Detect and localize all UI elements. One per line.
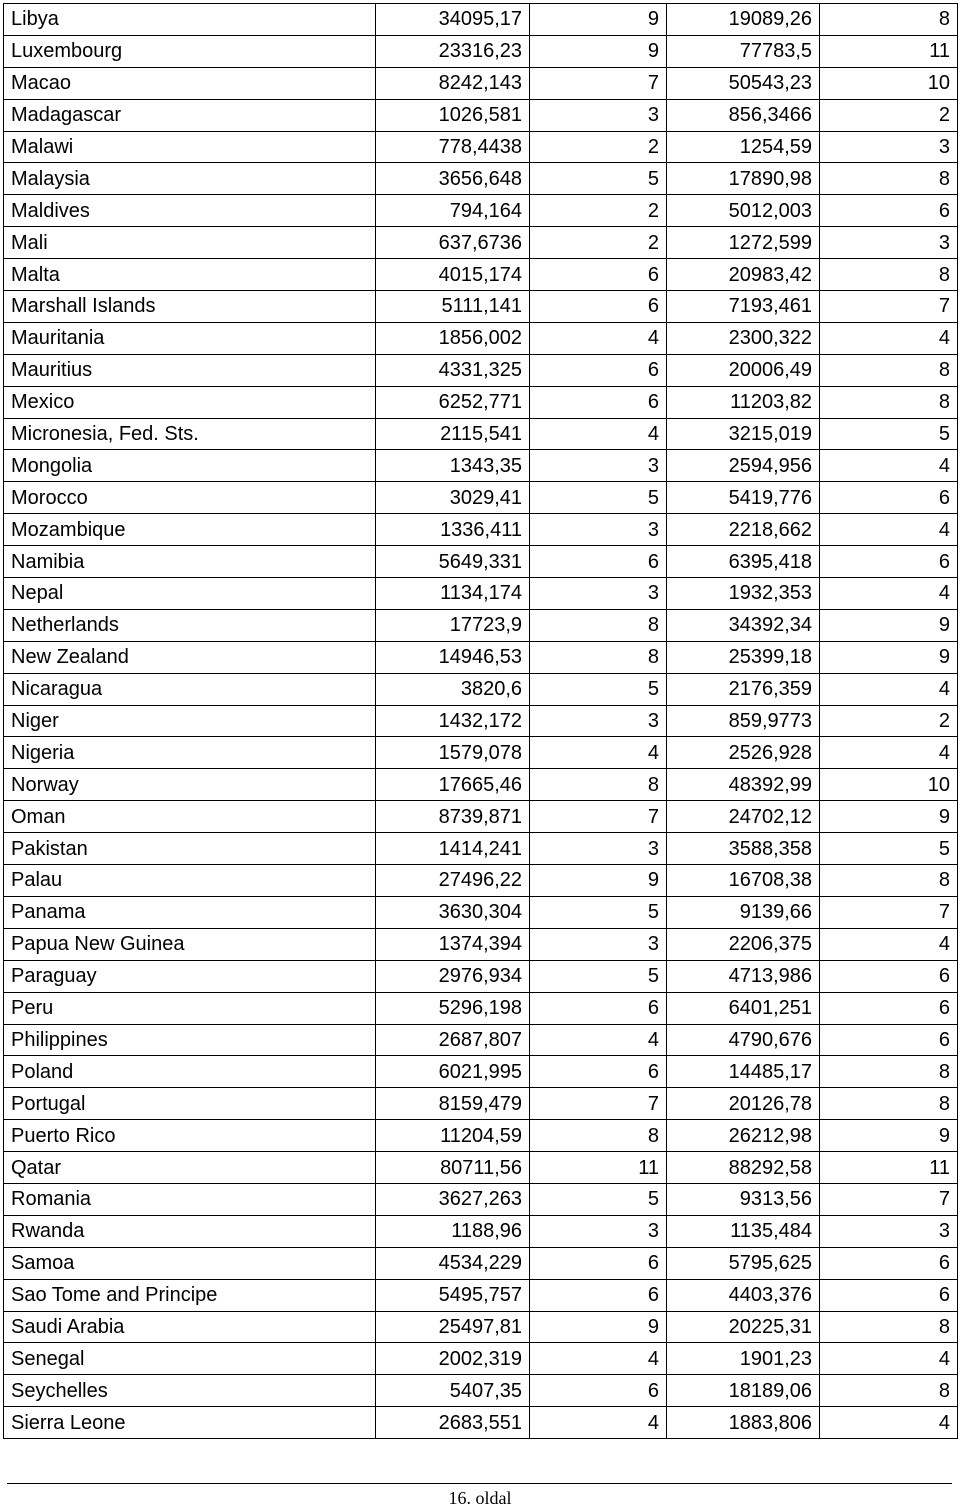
value-1-cell: 4331,325 — [376, 354, 530, 386]
score-2-cell: 11 — [820, 1152, 958, 1184]
table-row — [4, 322, 958, 354]
score-1-cell: 7 — [530, 801, 667, 833]
score-1-cell: 8 — [530, 609, 667, 641]
value-2-cell: 2206,375 — [667, 928, 820, 960]
country-name-cell: Nigeria — [4, 737, 376, 769]
country-name-cell: Senegal — [4, 1343, 376, 1375]
score-2-cell: 9 — [820, 609, 958, 641]
score-1-cell: 4 — [530, 418, 667, 450]
score-2-cell: 4 — [820, 737, 958, 769]
score-1-cell: 5 — [530, 163, 667, 195]
score-1-cell: 2 — [530, 227, 667, 259]
country-name-cell: Oman — [4, 801, 376, 833]
country-name-cell: Samoa — [4, 1247, 376, 1279]
country-name-cell: Libya — [4, 4, 376, 36]
score-2-cell: 10 — [820, 67, 958, 99]
value-2-cell: 856,3466 — [667, 99, 820, 131]
table-row — [4, 418, 958, 450]
value-2-cell: 20225,31 — [667, 1311, 820, 1343]
value-1-cell: 34095,17 — [376, 4, 530, 36]
score-2-cell: 4 — [820, 578, 958, 610]
score-1-cell: 6 — [530, 354, 667, 386]
table-row — [4, 801, 958, 833]
score-2-cell: 4 — [820, 514, 958, 546]
value-1-cell: 6021,995 — [376, 1056, 530, 1088]
table-row — [4, 1407, 958, 1439]
country-name-cell: Panama — [4, 896, 376, 928]
country-name-cell: Nepal — [4, 578, 376, 610]
score-2-cell: 4 — [820, 928, 958, 960]
score-1-cell: 3 — [530, 99, 667, 131]
value-2-cell: 20126,78 — [667, 1088, 820, 1120]
score-1-cell: 6 — [530, 992, 667, 1024]
country-name-cell: Mexico — [4, 386, 376, 418]
score-2-cell: 2 — [820, 705, 958, 737]
value-1-cell: 80711,56 — [376, 1152, 530, 1184]
score-1-cell: 4 — [530, 1407, 667, 1439]
table-row — [4, 609, 958, 641]
value-2-cell: 25399,18 — [667, 641, 820, 673]
value-2-cell: 20983,42 — [667, 259, 820, 291]
table-row — [4, 865, 958, 897]
value-1-cell: 2687,807 — [376, 1024, 530, 1056]
score-1-cell: 6 — [530, 1375, 667, 1407]
value-1-cell: 3656,648 — [376, 163, 530, 195]
value-1-cell: 17665,46 — [376, 769, 530, 801]
table-row — [4, 1279, 958, 1311]
value-1-cell: 17723,9 — [376, 609, 530, 641]
score-2-cell: 6 — [820, 195, 958, 227]
country-name-cell: Madagascar — [4, 99, 376, 131]
score-2-cell: 5 — [820, 833, 958, 865]
score-1-cell: 7 — [530, 1088, 667, 1120]
country-name-cell: Mozambique — [4, 514, 376, 546]
value-2-cell: 2176,359 — [667, 673, 820, 705]
table-row — [4, 35, 958, 67]
table-row — [4, 833, 958, 865]
country-name-cell: Romania — [4, 1183, 376, 1215]
value-1-cell: 8159,479 — [376, 1088, 530, 1120]
score-1-cell: 4 — [530, 1343, 667, 1375]
country-name-cell: Qatar — [4, 1152, 376, 1184]
country-name-cell: Netherlands — [4, 609, 376, 641]
score-1-cell: 6 — [530, 386, 667, 418]
country-name-cell: Macao — [4, 67, 376, 99]
country-name-cell: Papua New Guinea — [4, 928, 376, 960]
table-row — [4, 67, 958, 99]
score-2-cell: 8 — [820, 1088, 958, 1120]
score-2-cell: 5 — [820, 418, 958, 450]
score-2-cell: 6 — [820, 1247, 958, 1279]
country-name-cell: Peru — [4, 992, 376, 1024]
score-2-cell: 7 — [820, 291, 958, 323]
country-name-cell: Norway — [4, 769, 376, 801]
country-name-cell: Rwanda — [4, 1215, 376, 1247]
score-2-cell: 4 — [820, 450, 958, 482]
country-name-cell: Nicaragua — [4, 673, 376, 705]
value-1-cell: 8739,871 — [376, 801, 530, 833]
score-1-cell: 3 — [530, 578, 667, 610]
value-2-cell: 4790,676 — [667, 1024, 820, 1056]
score-1-cell: 9 — [530, 35, 667, 67]
value-1-cell: 1414,241 — [376, 833, 530, 865]
page-number: 16. oldal — [448, 1488, 512, 1508]
value-1-cell: 2002,319 — [376, 1343, 530, 1375]
value-1-cell: 3029,41 — [376, 482, 530, 514]
score-2-cell: 7 — [820, 1183, 958, 1215]
value-1-cell: 27496,22 — [376, 865, 530, 897]
table-row — [4, 259, 958, 291]
table-row — [4, 450, 958, 482]
score-1-cell: 3 — [530, 833, 667, 865]
country-name-cell: Seychelles — [4, 1375, 376, 1407]
country-name-cell: Morocco — [4, 482, 376, 514]
score-2-cell: 4 — [820, 1407, 958, 1439]
value-2-cell: 17890,98 — [667, 163, 820, 195]
value-1-cell: 1188,96 — [376, 1215, 530, 1247]
table-row — [4, 546, 958, 578]
score-2-cell: 8 — [820, 1056, 958, 1088]
table-row — [4, 1311, 958, 1343]
country-name-cell: Mongolia — [4, 450, 376, 482]
value-1-cell: 2976,934 — [376, 960, 530, 992]
value-1-cell: 4534,229 — [376, 1247, 530, 1279]
score-2-cell: 3 — [820, 227, 958, 259]
value-1-cell: 778,4438 — [376, 131, 530, 163]
score-2-cell: 8 — [820, 1375, 958, 1407]
value-2-cell: 4713,986 — [667, 960, 820, 992]
score-2-cell: 6 — [820, 992, 958, 1024]
score-2-cell: 8 — [820, 354, 958, 386]
value-2-cell: 26212,98 — [667, 1120, 820, 1152]
score-2-cell: 8 — [820, 4, 958, 36]
country-name-cell: Malta — [4, 259, 376, 291]
score-1-cell: 6 — [530, 1247, 667, 1279]
value-1-cell: 11204,59 — [376, 1120, 530, 1152]
score-2-cell: 8 — [820, 865, 958, 897]
value-2-cell: 2300,322 — [667, 322, 820, 354]
country-name-cell: Palau — [4, 865, 376, 897]
score-1-cell: 4 — [530, 1024, 667, 1056]
value-2-cell: 16708,38 — [667, 865, 820, 897]
value-2-cell: 2594,956 — [667, 450, 820, 482]
country-name-cell: Saudi Arabia — [4, 1311, 376, 1343]
value-2-cell: 7193,461 — [667, 291, 820, 323]
country-name-cell: Puerto Rico — [4, 1120, 376, 1152]
country-name-cell: Luxembourg — [4, 35, 376, 67]
table-row — [4, 386, 958, 418]
table-row — [4, 578, 958, 610]
value-2-cell: 6395,418 — [667, 546, 820, 578]
table-row — [4, 896, 958, 928]
table-row — [4, 1183, 958, 1215]
country-name-cell: Poland — [4, 1056, 376, 1088]
value-2-cell: 1254,59 — [667, 131, 820, 163]
table-row — [4, 514, 958, 546]
table-row — [4, 4, 958, 36]
value-1-cell: 1336,411 — [376, 514, 530, 546]
score-2-cell: 3 — [820, 1215, 958, 1247]
value-2-cell: 11203,82 — [667, 386, 820, 418]
value-1-cell: 14946,53 — [376, 641, 530, 673]
table-row — [4, 1024, 958, 1056]
score-2-cell: 4 — [820, 1343, 958, 1375]
score-1-cell: 5 — [530, 896, 667, 928]
score-2-cell: 6 — [820, 482, 958, 514]
score-2-cell: 6 — [820, 1024, 958, 1056]
table-row — [4, 482, 958, 514]
score-1-cell: 9 — [530, 4, 667, 36]
value-1-cell: 3820,6 — [376, 673, 530, 705]
score-2-cell: 9 — [820, 1120, 958, 1152]
table-row — [4, 928, 958, 960]
score-2-cell: 8 — [820, 259, 958, 291]
value-2-cell: 5419,776 — [667, 482, 820, 514]
value-2-cell: 88292,58 — [667, 1152, 820, 1184]
table-row — [4, 737, 958, 769]
score-1-cell: 9 — [530, 865, 667, 897]
score-2-cell: 9 — [820, 801, 958, 833]
value-2-cell: 3588,358 — [667, 833, 820, 865]
score-2-cell: 6 — [820, 546, 958, 578]
score-1-cell: 9 — [530, 1311, 667, 1343]
value-1-cell: 2115,541 — [376, 418, 530, 450]
score-1-cell: 4 — [530, 322, 667, 354]
value-2-cell: 1883,806 — [667, 1407, 820, 1439]
score-1-cell: 5 — [530, 960, 667, 992]
country-data-table — [3, 3, 958, 1439]
value-1-cell: 3627,263 — [376, 1183, 530, 1215]
value-2-cell: 20006,49 — [667, 354, 820, 386]
value-2-cell: 34392,34 — [667, 609, 820, 641]
table-row — [4, 1088, 958, 1120]
value-1-cell: 3630,304 — [376, 896, 530, 928]
score-1-cell: 2 — [530, 195, 667, 227]
value-1-cell: 4015,174 — [376, 259, 530, 291]
value-1-cell: 1374,394 — [376, 928, 530, 960]
value-1-cell: 2683,551 — [376, 1407, 530, 1439]
score-1-cell: 7 — [530, 67, 667, 99]
score-1-cell: 6 — [530, 1056, 667, 1088]
score-2-cell: 9 — [820, 641, 958, 673]
table-row — [4, 1152, 958, 1184]
value-2-cell: 5012,003 — [667, 195, 820, 227]
value-2-cell: 14485,17 — [667, 1056, 820, 1088]
value-1-cell: 1343,35 — [376, 450, 530, 482]
table-row — [4, 1375, 958, 1407]
score-1-cell: 3 — [530, 928, 667, 960]
score-1-cell: 6 — [530, 546, 667, 578]
score-1-cell: 3 — [530, 514, 667, 546]
value-1-cell: 5111,141 — [376, 291, 530, 323]
country-name-cell: Sao Tome and Principe — [4, 1279, 376, 1311]
value-2-cell: 50543,23 — [667, 67, 820, 99]
value-2-cell: 1135,484 — [667, 1215, 820, 1247]
table-row — [4, 992, 958, 1024]
value-1-cell: 25497,81 — [376, 1311, 530, 1343]
value-2-cell: 1272,599 — [667, 227, 820, 259]
score-2-cell: 6 — [820, 1279, 958, 1311]
country-name-cell: Mauritius — [4, 354, 376, 386]
country-name-cell: Marshall Islands — [4, 291, 376, 323]
country-name-cell: Niger — [4, 705, 376, 737]
value-1-cell: 794,164 — [376, 195, 530, 227]
score-2-cell: 10 — [820, 769, 958, 801]
table-row — [4, 1056, 958, 1088]
value-2-cell: 24702,12 — [667, 801, 820, 833]
table-row — [4, 131, 958, 163]
value-2-cell: 9139,66 — [667, 896, 820, 928]
value-1-cell: 1856,002 — [376, 322, 530, 354]
value-1-cell: 5495,757 — [376, 1279, 530, 1311]
score-1-cell: 8 — [530, 1120, 667, 1152]
score-1-cell: 3 — [530, 450, 667, 482]
value-2-cell: 2218,662 — [667, 514, 820, 546]
score-2-cell: 8 — [820, 1311, 958, 1343]
table-row — [4, 673, 958, 705]
value-1-cell: 1432,172 — [376, 705, 530, 737]
table-body — [4, 4, 958, 1439]
table-row — [4, 1215, 958, 1247]
country-name-cell: Pakistan — [4, 833, 376, 865]
score-1-cell: 4 — [530, 737, 667, 769]
country-name-cell: Maldives — [4, 195, 376, 227]
value-2-cell: 48392,99 — [667, 769, 820, 801]
score-1-cell: 2 — [530, 131, 667, 163]
value-2-cell: 3215,019 — [667, 418, 820, 450]
value-2-cell: 18189,06 — [667, 1375, 820, 1407]
value-2-cell: 9313,56 — [667, 1183, 820, 1215]
score-1-cell: 6 — [530, 1279, 667, 1311]
country-name-cell: Paraguay — [4, 960, 376, 992]
country-name-cell: Micronesia, Fed. Sts. — [4, 418, 376, 450]
score-1-cell: 6 — [530, 259, 667, 291]
score-1-cell: 5 — [530, 1183, 667, 1215]
country-name-cell: Portugal — [4, 1088, 376, 1120]
score-2-cell: 2 — [820, 99, 958, 131]
score-1-cell: 3 — [530, 705, 667, 737]
score-1-cell: 6 — [530, 291, 667, 323]
table-row — [4, 705, 958, 737]
table-row — [4, 354, 958, 386]
value-2-cell: 77783,5 — [667, 35, 820, 67]
country-name-cell: Malawi — [4, 131, 376, 163]
table-row — [4, 227, 958, 259]
table-row — [4, 641, 958, 673]
country-name-cell: Mauritania — [4, 322, 376, 354]
value-2-cell: 859,9773 — [667, 705, 820, 737]
score-1-cell: 3 — [530, 1215, 667, 1247]
table-row — [4, 99, 958, 131]
table-row — [4, 291, 958, 323]
footer-divider — [7, 1483, 952, 1484]
score-2-cell: 8 — [820, 163, 958, 195]
score-2-cell: 6 — [820, 960, 958, 992]
value-2-cell: 1901,23 — [667, 1343, 820, 1375]
score-2-cell: 3 — [820, 131, 958, 163]
table-row — [4, 1343, 958, 1375]
table-row — [4, 1120, 958, 1152]
table-row — [4, 1247, 958, 1279]
table-row — [4, 195, 958, 227]
country-name-cell: Namibia — [4, 546, 376, 578]
value-1-cell: 1579,078 — [376, 737, 530, 769]
score-1-cell: 5 — [530, 482, 667, 514]
value-2-cell: 5795,625 — [667, 1247, 820, 1279]
value-1-cell: 1026,581 — [376, 99, 530, 131]
score-2-cell: 8 — [820, 386, 958, 418]
value-2-cell: 19089,26 — [667, 4, 820, 36]
table-row — [4, 163, 958, 195]
score-2-cell: 11 — [820, 35, 958, 67]
value-1-cell: 5649,331 — [376, 546, 530, 578]
country-name-cell: Philippines — [4, 1024, 376, 1056]
score-1-cell: 11 — [530, 1152, 667, 1184]
score-2-cell: 7 — [820, 896, 958, 928]
country-name-cell: New Zealand — [4, 641, 376, 673]
value-1-cell: 5296,198 — [376, 992, 530, 1024]
score-2-cell: 4 — [820, 673, 958, 705]
country-name-cell: Sierra Leone — [4, 1407, 376, 1439]
value-2-cell: 1932,353 — [667, 578, 820, 610]
score-1-cell: 8 — [530, 769, 667, 801]
value-1-cell: 8242,143 — [376, 67, 530, 99]
country-name-cell: Mali — [4, 227, 376, 259]
score-1-cell: 8 — [530, 641, 667, 673]
value-1-cell: 6252,771 — [376, 386, 530, 418]
value-2-cell: 4403,376 — [667, 1279, 820, 1311]
value-1-cell: 5407,35 — [376, 1375, 530, 1407]
value-1-cell: 23316,23 — [376, 35, 530, 67]
value-2-cell: 2526,928 — [667, 737, 820, 769]
country-name-cell: Malaysia — [4, 163, 376, 195]
table-row — [4, 769, 958, 801]
score-2-cell: 4 — [820, 322, 958, 354]
table-row — [4, 960, 958, 992]
value-2-cell: 6401,251 — [667, 992, 820, 1024]
value-1-cell: 1134,174 — [376, 578, 530, 610]
value-1-cell: 637,6736 — [376, 227, 530, 259]
score-1-cell: 5 — [530, 673, 667, 705]
